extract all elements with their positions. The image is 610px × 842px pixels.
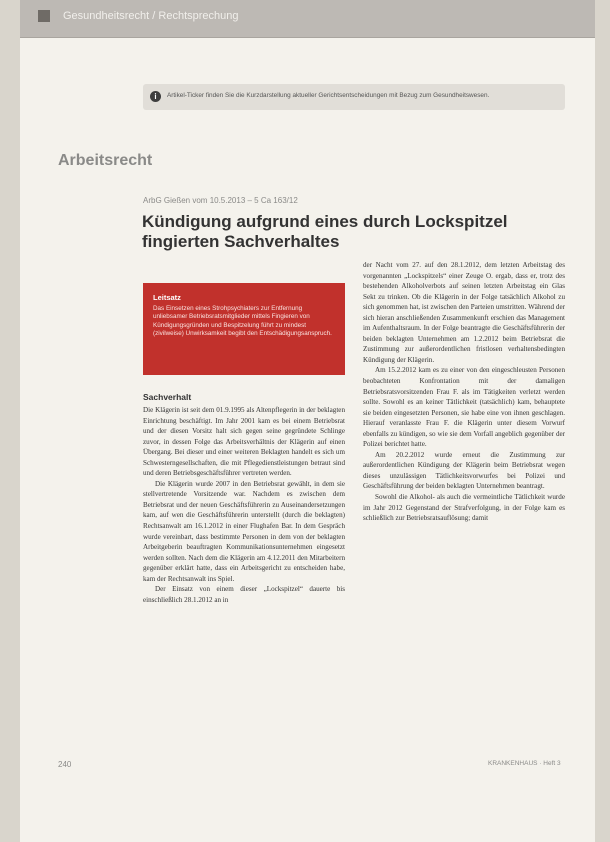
paragraph: Sowohl die Alkohol- als auch die vermeintliche Tätlichkeit wurde im Jahr 2012 Gegenstand der Strafverfolgung, in der Folge kam es schließlich zur Betriebsratsauflösung; damit <box>363 493 565 523</box>
notice-text: Artikel-Ticker finden Sie die Kurzdarstellung aktueller Gerichtsentscheidungen mit Bezug zum Gesundheitswesen. <box>167 92 490 99</box>
leitsatz-text: Das Einsetzen eines Strohpsychiaters zur Entfernung unliebsamer Betriebsratsmitglieder mittels Fingieren von Kündigungsgründen und Bespitzelung führt zu mindest (zivilweise) Unwirksamkeit begibt den Entschädigungsanspruch. <box>153 305 332 338</box>
leitsatz-heading: Leitsatz <box>153 293 181 302</box>
paragraph: Am 15.2.2012 kam es zu einer von den eingeschleusten Personen beobachteten Konfrontation mit der damaligen Betriebsratsvorsitzenden Frau F. als im Tätigkeiten verletzt werden sollte. Sowohl es an keiner Tätlichkeit (tatsächlich) kam, behauptete sie beiden eingesetzten Personen, sie habe eine von ihnen geschlagen. Hierauf veranlasste Frau F. die Klägerin unter diesem Vorwurf ebenfalls zu kündigen, so wie sie dem Vorfall angeblich gegenüber der Polizei berichtet hatte. <box>363 366 565 449</box>
leitsatz-box <box>143 283 345 375</box>
paragraph: Der Einsatz von einem dieser „Lockspitzel“ dauerte bis einschließlich 28.1.2012 an in <box>143 585 345 604</box>
paragraph: der Nacht vom 27. auf den 28.1.2012, dem letzten Arbeitstag des vorgenannten „Lockspitzels“ einer Zeuge O. ergab, dass er, trotz des bestehenden Alkoholverbots auf seinen letzten Arbeitstag ein Glas Sekt zu trinken. Ob die Klägerin in der Folge tatsächlich Alkohol zu sich genommen hat, ist zwischen den Parteien umstritten. Während der sich hieran anschließenden Zusammenkunft erschien das Management im Aufenthaltsraum. In der Folge beantragte die Geschäftsführerin der beiden beklagten Unternehmen am 1.2.2012 beim Betriebsrat die Zustimmung zur außerordentlichen fristlosen verhaltensbedingten Kündigung der Klägerin. <box>363 261 565 364</box>
info-icon: i <box>150 91 161 102</box>
text-column-left <box>143 405 345 740</box>
subsection-heading: Sachverhalt <box>143 392 192 402</box>
page-number: 240 <box>58 760 72 769</box>
info-notice <box>143 84 565 110</box>
section-heading: Arbeitsrecht <box>58 152 153 169</box>
breadcrumb: Gesundheitsrecht / Rechtsprechung <box>63 10 239 22</box>
section-square-icon <box>38 10 50 22</box>
article-title: Kündigung aufgrund eines durch Lockspitzel fingierten Sachverhaltes <box>142 212 508 251</box>
article-meta: ArbG Gießen vom 10.5.2013 – 5 Ca 163/12 <box>143 196 298 205</box>
paragraph: Am 20.2.2012 wurde erneut die Zustimmung zur außerordentlichen Kündigung der Klägerin beim Betriebsrat wegen dieses unzulässigen Tätlichkeitsvorwurfes bei Polizei und Geschäftsführung der beiden beklagten Unternehmen beantragt. <box>363 450 565 491</box>
header-bar <box>20 0 595 38</box>
text-column-right <box>363 260 565 745</box>
paragraph: Die Klägerin wurde 2007 in den Betriebsrat gewählt, in dem sie stellvertretende Vorsitzende war. Nachdem es zwischen dem Betriebsrat und der neuen Geschäftsführerin zu Auseinandersetzungen kam, auf wen die Geschäftsführerin unterstellt (durch die beklagten) Rechtsanwalt am 16.1.2012 in einer Flughafen Bar. In dem Gespräch wurde vereinbart, dass bestimmte Personen in dem von der beklagten Arbeitgeberin beauftragten Kommunikationsunternehmen eingesetzt werden sollten. Nach dem die Klägerin am 4.12.2011 den Mitarbeitern gegenüber erklärt hatte, dass ein Arbeitsgericht zu entscheiden habe, kam der Rechtsanwalt ins Spiel. <box>143 479 345 583</box>
paragraph: Die Klägerin ist seit dem 01.9.1995 als Altenpflegerin in der beklagten Einrichtung beschäftigt. Im Jahr 2001 kam es bei einem Betriebsrat und der diesen Vorsitz halt sich gegen seine gegründete Schlinge zuvor, in dessen Folge das Arbeitsverhältnis der Klägerin auf einen Übergang. Bei dieser und einer weiteren Beklagten handelt es sich um Schwesterngesellschaften, die mit Pflegedienstleistungen betraut sind und deren Betriebsgeschäftsführer vertreten werden. <box>143 406 345 478</box>
journal-name: KRANKENHAUS · Heft 3 <box>488 760 561 767</box>
